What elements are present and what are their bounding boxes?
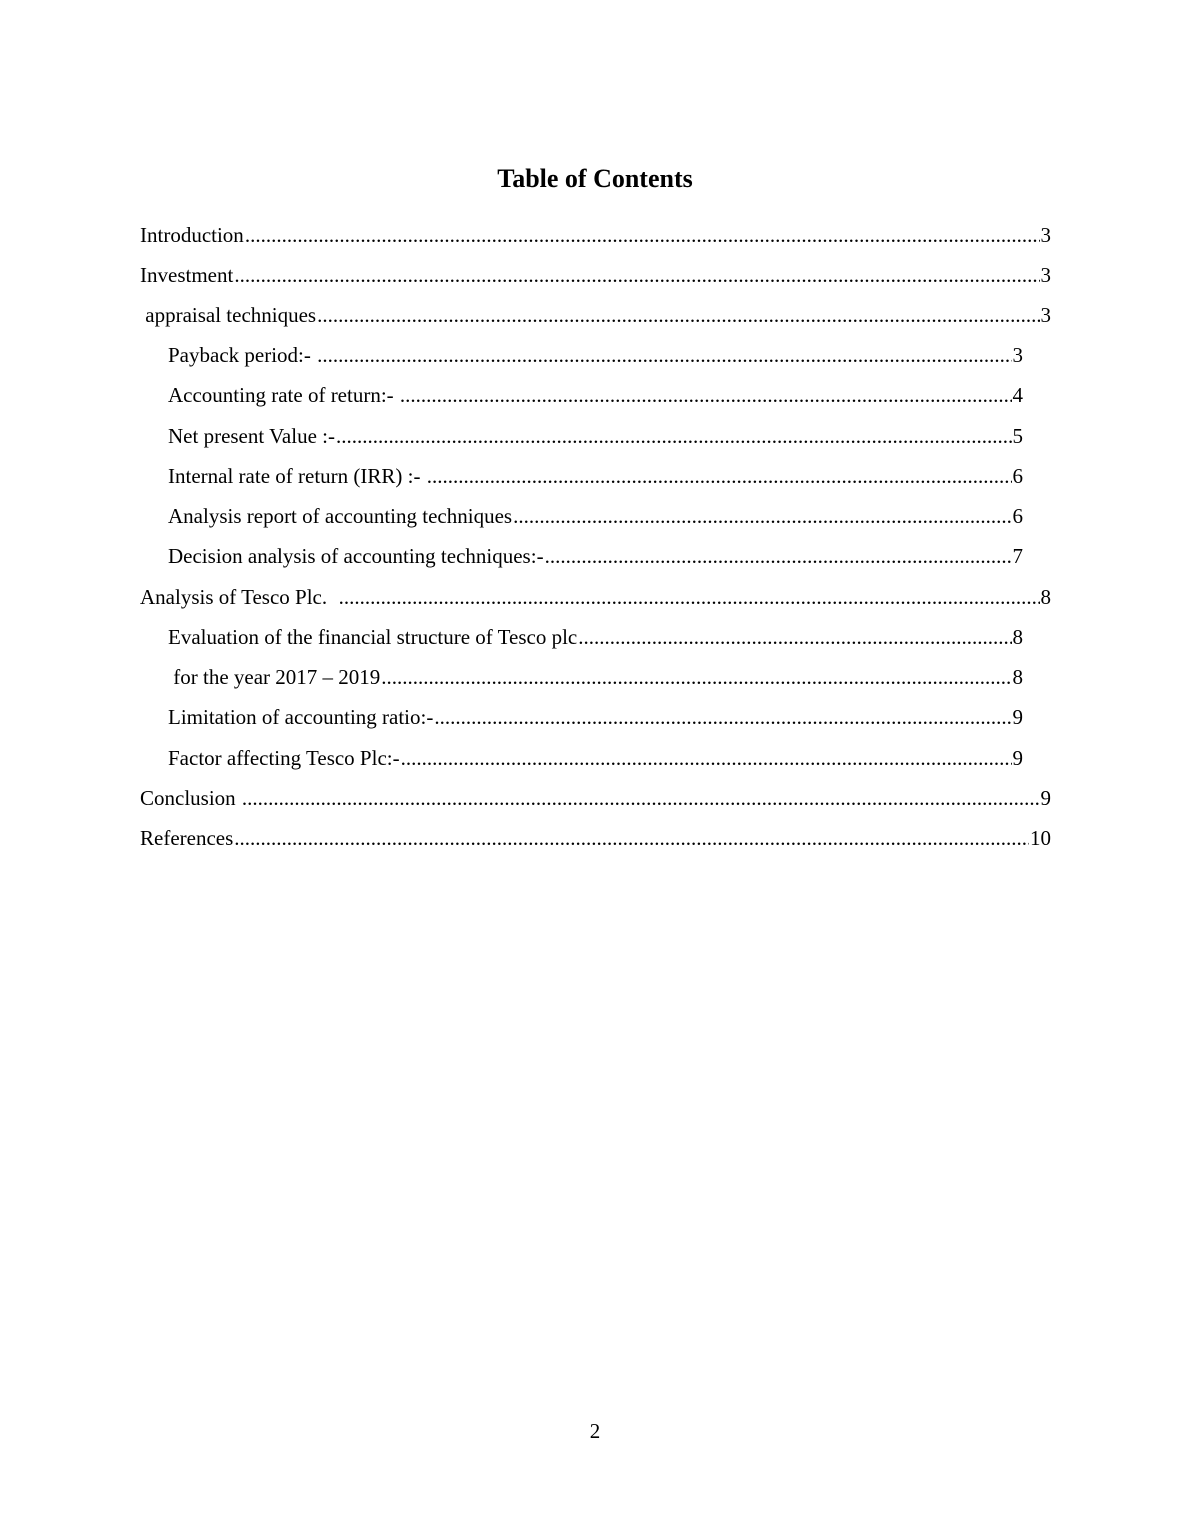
toc-dot-leader: [234, 823, 1029, 853]
toc-entry-label: Limitation of accounting ratio:-: [168, 705, 434, 729]
toc-entry-page: 4: [1012, 383, 1023, 407]
toc-entry-label: Evaluation of the financial structure of Tesco plc: [168, 625, 578, 649]
toc-dot-leader: [336, 421, 1012, 451]
toc-entry-page: 3: [1040, 303, 1051, 327]
toc-entry-year-range[interactable]: [168, 662, 1023, 692]
toc-entry-payback-period[interactable]: [168, 340, 1023, 370]
toc-entry-appraisal-techniques[interactable]: [140, 300, 1051, 330]
toc-entry-analysis-report[interactable]: [168, 501, 1023, 531]
toc-entry-net-present-value[interactable]: [168, 421, 1023, 451]
toc-dot-leader: [317, 340, 1011, 370]
toc-entry-page: 6: [1012, 504, 1023, 528]
toc-entry-label: Accounting rate of return:-: [168, 383, 399, 407]
toc-dot-leader: [245, 220, 1040, 250]
toc-dot-leader: [434, 702, 1011, 732]
toc-dot-leader: [513, 501, 1011, 531]
toc-dot-leader: [317, 300, 1039, 330]
toc-entry-page: 8: [1040, 585, 1051, 609]
toc-dot-leader: [381, 662, 1011, 692]
toc-entry-label: Internal rate of return (IRR) :-: [168, 464, 426, 488]
toc-entry-label: Net present Value :-: [168, 424, 335, 448]
toc-entry-label: Conclusion: [140, 786, 241, 810]
toc-entry-page: 8: [1012, 665, 1023, 689]
toc-entry-label: appraisal techniques: [140, 303, 317, 327]
toc-entry-page: 10: [1030, 826, 1051, 850]
toc-entry-internal-rate-of-return[interactable]: [168, 461, 1023, 491]
toc-entry-page: 3: [1012, 343, 1023, 367]
toc-entry-page: 6: [1012, 464, 1023, 488]
toc-entry-label: Introduction: [140, 223, 244, 247]
toc-entry-page: 3: [1040, 263, 1051, 287]
toc-entry-label: References: [140, 826, 234, 850]
toc-entry-factor-affecting-tesco[interactable]: [168, 743, 1023, 773]
toc-entry-evaluation-financial-structure[interactable]: [168, 622, 1023, 652]
toc-entry-label: Payback period:-: [168, 343, 317, 367]
toc-entry-limitation-accounting-ratio[interactable]: [168, 702, 1023, 732]
toc-entry-label: Analysis of Tesco Plc.: [140, 585, 338, 609]
toc-entry-analysis-of-tesco[interactable]: [140, 582, 1051, 612]
toc-dot-leader: [578, 622, 1011, 652]
toc-dot-leader: [339, 582, 1040, 612]
toc-entry-page: 9: [1012, 746, 1023, 770]
toc-entry-page: 9: [1040, 786, 1051, 810]
toc-entry-accounting-rate-of-return[interactable]: [168, 380, 1023, 410]
toc-dot-leader: [400, 380, 1012, 410]
toc-entry-page: 5: [1012, 424, 1023, 448]
toc-dot-leader: [242, 783, 1040, 813]
toc-entry-page: 9: [1012, 705, 1023, 729]
toc-entry-page: 7: [1012, 544, 1023, 568]
toc-entry-introduction[interactable]: [140, 220, 1051, 250]
toc-entry-conclusion[interactable]: [140, 783, 1051, 813]
toc-heading: Table of Contents: [497, 164, 693, 193]
toc-entry-label: for the year 2017 – 2019: [168, 665, 381, 689]
toc-entry-label: Factor affecting Tesco Plc:-: [168, 746, 400, 770]
toc-dot-leader: [427, 461, 1012, 491]
toc-entry-label: Investment: [140, 263, 234, 287]
toc-entry-label: Analysis report of accounting techniques: [168, 504, 513, 528]
toc-dot-leader: [234, 260, 1039, 290]
toc-dot-leader: [545, 541, 1012, 571]
toc-entry-page: 3: [1040, 223, 1051, 247]
toc-dot-leader: [401, 743, 1012, 773]
toc-entry-label: Decision analysis of accounting techniques:-: [168, 544, 544, 568]
page-number: 2: [589, 1419, 601, 1443]
toc-entry-page: 8: [1012, 625, 1023, 649]
toc-entry-decision-analysis[interactable]: [168, 541, 1023, 571]
toc-entry-references[interactable]: [140, 823, 1051, 853]
toc-entry-investment[interactable]: [140, 260, 1051, 290]
